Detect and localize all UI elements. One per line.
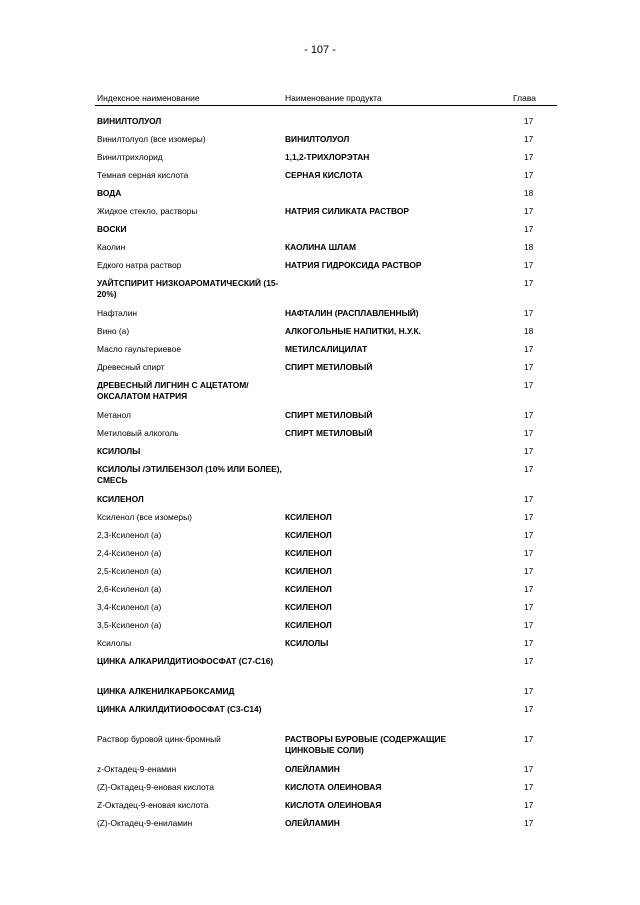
index-name-cell: 2,6-Ксиленол (а) xyxy=(97,584,162,594)
chapter-cell: 17 xyxy=(524,410,534,420)
index-name-cell: КСИЛОЛЫ /ЭТИЛБЕНЗОЛ (10% ИЛИ БОЛЕЕ), СМЕСЬ xyxy=(97,464,282,485)
chapter-cell: 17 xyxy=(524,704,534,714)
index-name-cell: (Z)-Октадец-9-ениламин xyxy=(97,818,193,828)
index-name-cell: Раствор буровой цинк-бромный xyxy=(97,734,221,744)
product-name-cell: КСИЛОЛЫ xyxy=(285,638,329,648)
product-name-cell: КСИЛЕНОЛ xyxy=(285,548,332,558)
chapter-cell: 17 xyxy=(524,116,534,126)
index-name-cell: Метиловый алкоголь xyxy=(97,428,179,438)
product-name-cell: КИСЛОТА ОЛЕИНОВАЯ xyxy=(285,782,382,792)
product-name-cell: КСИЛЕНОЛ xyxy=(285,602,332,612)
index-name-cell: 2,3-Ксиленол (а) xyxy=(97,530,162,540)
chapter-cell: 17 xyxy=(524,686,534,696)
index-name-cell: КСИЛЕНОЛ xyxy=(97,494,144,504)
product-name-cell: НАТРИЯ ГИДРОКСИДА РАСТВОР xyxy=(285,260,422,270)
index-name-cell: 3,4-Ксиленол (а) xyxy=(97,602,162,612)
chapter-cell: 17 xyxy=(524,224,534,234)
chapter-cell: 17 xyxy=(524,428,534,438)
chapter-cell: 17 xyxy=(524,818,534,828)
index-name-cell: Темная серная кислота xyxy=(97,170,189,180)
index-name-cell: 2,5-Ксиленол (а) xyxy=(97,566,162,576)
product-name-cell: КСИЛЕНОЛ xyxy=(285,584,332,594)
chapter-cell: 17 xyxy=(524,206,534,216)
product-name-cell: СПИРТ МЕТИЛОВЫЙ xyxy=(285,410,373,420)
chapter-cell: 17 xyxy=(524,344,534,354)
product-name-cell: КИСЛОТА ОЛЕИНОВАЯ xyxy=(285,800,382,810)
chapter-cell: 18 xyxy=(524,326,534,336)
product-name-cell: ОЛЕЙЛАМИН xyxy=(285,764,340,774)
index-name-cell: Ксилолы xyxy=(97,638,132,648)
index-name-cell: Жидкое стекло, растворы xyxy=(97,206,198,216)
index-name-cell: 3,5-Ксиленол (а) xyxy=(97,620,162,630)
product-name-cell: НАТРИЯ СИЛИКАТА РАСТВОР xyxy=(285,206,409,216)
product-name-cell: ОЛЕЙЛАМИН xyxy=(285,818,340,828)
chapter-cell: 17 xyxy=(524,170,534,180)
product-name-cell: 1,1,2-ТРИХЛОРЭТАН xyxy=(285,152,370,162)
chapter-cell: 17 xyxy=(524,494,534,504)
product-name-cell: КСИЛЕНОЛ xyxy=(285,530,332,540)
index-name-cell: Древесный спирт xyxy=(97,362,165,372)
product-name-cell: СЕРНАЯ КИСЛОТА xyxy=(285,170,363,180)
chapter-cell: 17 xyxy=(524,602,534,612)
chapter-cell: 17 xyxy=(524,362,534,372)
index-name-cell: Метанол xyxy=(97,410,131,420)
index-table xyxy=(95,93,557,828)
product-name-cell: МЕТИЛСАЛИЦИЛАТ xyxy=(285,344,368,354)
index-name-cell: Винилтрихлорид xyxy=(97,152,163,162)
table-header xyxy=(95,93,557,106)
product-name-cell: СПИРТ МЕТИЛОВЫЙ xyxy=(285,362,373,372)
chapter-cell: 17 xyxy=(524,800,534,810)
product-name-cell: НАФТАЛИН (РАСПЛАВЛЕННЫЙ) xyxy=(285,308,419,318)
chapter-cell: 17 xyxy=(524,782,534,792)
index-name-cell: Едкого натра раствор xyxy=(97,260,182,270)
product-name-cell: РАСТВОРЫ БУРОВЫЕ (СОДЕРЖАЩИЕ ЦИНКОВЫЕ СОЛИ) xyxy=(285,734,447,755)
chapter-cell: 17 xyxy=(524,464,534,474)
chapter-cell: 17 xyxy=(524,134,534,144)
index-name-cell: ВОСКИ xyxy=(97,224,127,234)
chapter-cell: 17 xyxy=(524,548,534,558)
index-name-cell: ЦИНКА АЛКИЛДИТИОФОСФАТ (С3-С14) xyxy=(97,704,262,714)
index-name-cell: Каолин xyxy=(97,242,126,252)
product-name-cell: КСИЛЕНОЛ xyxy=(285,620,332,630)
index-name-cell: ЦИНКА АЛКАРИЛДИТИОФОСФАТ (С7-С16) xyxy=(97,656,274,666)
chapter-cell: 17 xyxy=(524,308,534,318)
index-name-cell: Z-Октадец-9-еновая кислота xyxy=(97,800,209,810)
index-name-cell: (Z)-Октадец-9-еновая кислота xyxy=(97,782,214,792)
index-name-cell: Винилтолуол (все изомеры) xyxy=(97,134,206,144)
header-product-name: Наименование продукта xyxy=(285,93,382,103)
chapter-cell: 17 xyxy=(524,152,534,162)
chapter-cell: 18 xyxy=(524,188,534,198)
index-name-cell: Ксиленол (все изомеры) xyxy=(97,512,192,522)
index-name-cell: Вино (а) xyxy=(97,326,130,336)
product-name-cell: КСИЛЕНОЛ xyxy=(285,512,332,522)
chapter-cell: 18 xyxy=(524,242,534,252)
index-name-cell: КСИЛОЛЫ xyxy=(97,446,141,456)
chapter-cell: 17 xyxy=(524,656,534,666)
product-name-cell: АЛКОГОЛЬНЫЕ НАПИТКИ, Н.У.К. xyxy=(285,326,421,336)
index-name-cell: ВИНИЛТОЛУОЛ xyxy=(97,116,162,126)
index-name-cell: 2,4-Ксиленол (а) xyxy=(97,548,162,558)
product-name-cell: ВИНИЛТОЛУОЛ xyxy=(285,134,350,144)
product-name-cell: СПИРТ МЕТИЛОВЫЙ xyxy=(285,428,373,438)
index-name-cell: УАЙТСПИРИТ НИЗКОАРОМАТИЧЕСКИЙ (15-20%) xyxy=(97,278,279,299)
page-number: - 107 - xyxy=(304,44,336,56)
chapter-cell: 17 xyxy=(524,638,534,648)
index-name-cell: ЦИНКА АЛКЕНИЛКАРБОКСАМИД xyxy=(97,686,235,696)
index-name-cell: z-Октадец-9-енамин xyxy=(97,764,177,774)
index-name-cell: ДРЕВЕСНЫЙ ЛИГНИН С АЦЕТАТОМ/ОКСАЛАТОМ НАТРИЯ xyxy=(97,380,249,401)
chapter-cell: 17 xyxy=(524,620,534,630)
index-name-cell: Нафталин xyxy=(97,308,138,318)
chapter-cell: 17 xyxy=(524,260,534,270)
product-name-cell: КАОЛИНА ШЛАМ xyxy=(285,242,356,252)
header-index-name: Индексное наименование xyxy=(97,93,200,103)
chapter-cell: 17 xyxy=(524,764,534,774)
index-name-cell: Масло гаультериевое xyxy=(97,344,181,354)
chapter-cell: 17 xyxy=(524,584,534,594)
chapter-cell: 17 xyxy=(524,512,534,522)
chapter-cell: 17 xyxy=(524,566,534,576)
chapter-cell: 17 xyxy=(524,530,534,540)
product-name-cell: КСИЛЕНОЛ xyxy=(285,566,332,576)
chapter-cell: 17 xyxy=(524,278,534,288)
chapter-cell: 17 xyxy=(524,734,534,744)
chapter-cell: 17 xyxy=(524,380,534,390)
header-chapter: Глава xyxy=(513,93,536,103)
chapter-cell: 17 xyxy=(524,446,534,456)
index-name-cell: ВОДА xyxy=(97,188,122,198)
